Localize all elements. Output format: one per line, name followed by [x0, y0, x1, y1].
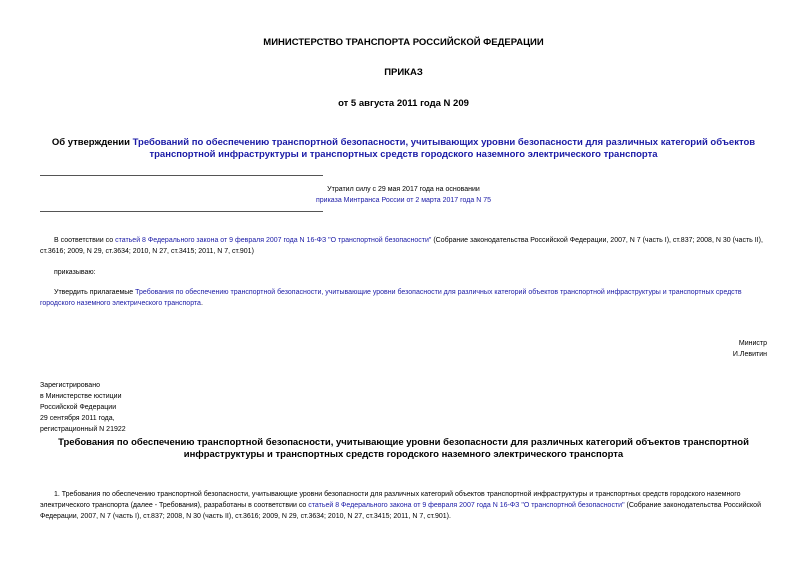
approval-suffix: .	[200, 300, 203, 307]
item1-prefix: 1. Требования по обеспечению транспортной безопасности, учитывающие уровни безопасности для различных категорий объектов транспортной инфраструктуры и транспортных средств городского наземного электрического транспорта (далее - Требования), разработаны в соответствии со	[40, 491, 741, 509]
approval-paragraph	[40, 287, 767, 309]
approval-requirements-link[interactable]: Требования по обеспечению транспортной безопасности, учитывающие уровни безопасности для различных категорий объектов транспортной инфраструктуры и транспортных средств городского наземного электрического транспорта	[40, 289, 742, 307]
registration-line: 29 сентября 2011 года,	[40, 415, 115, 422]
registration-line: Зарегистрировано	[40, 382, 100, 389]
requirements-item-1	[40, 489, 767, 522]
registration-line: в Министерстве юстиции	[40, 393, 122, 400]
document-title	[40, 137, 767, 161]
order-word: приказываю:	[54, 269, 96, 276]
status-link[interactable]: приказа Минтранса России от 2 марта 2017 года N 75	[316, 197, 491, 204]
doc-type-heading: ПРИКАЗ	[384, 67, 423, 78]
ministry-heading: МИНИСТЕРСТВО ТРАНСПОРТА РОССИЙСКОЙ ФЕДЕРАЦИИ	[263, 37, 544, 48]
divider-bottom	[40, 211, 323, 212]
status-note	[0, 184, 807, 206]
requirements-heading: Требования по обеспечению транспортной безопасности, учитывающие уровни безопасности для различных категорий объектов транспортной инфраструктуры и транспортных средств городского наземного электрического транспорта	[58, 437, 749, 460]
title-prefix: Об утверждении	[51, 137, 133, 148]
preamble-suffix: (Собрание законодательства Российской Федерации, 2007, N 7 (часть I), ст.837; 2008, N 30 (часть II), ст.3616; 2009, N 29, ст.3634; 2010, N 27, ст.3415; 2011, N 7, ст.901)	[40, 237, 763, 255]
preamble-paragraph	[40, 235, 767, 257]
item1-suffix: (Собрание законодательства Российской Федерации, 2007, N 7 (часть I), ст.837; 2008, N 30 (часть II), ст.3616; 2009, N 29, ст.3634; 2010, N 27, ст.3415; 2011, N 7, ст.901).	[40, 502, 761, 520]
registration-line: Российской Федерации	[40, 404, 117, 411]
signature-block	[733, 338, 767, 360]
doc-date-number: от 5 августа 2011 года N 209	[338, 98, 469, 109]
preamble-prefix: В соответствии со	[54, 237, 116, 244]
signature-position: Министр	[738, 340, 767, 347]
status-line: Утратил силу с 29 мая 2017 года на основании	[327, 186, 480, 193]
registration-line: регистрационный N 21922	[40, 426, 126, 433]
registration-block	[40, 380, 126, 435]
title-link[interactable]: Требований по обеспечению транспортной безопасности, учитывающих уровни безопасности для различных категорий объектов транспортной инфраструктуры и транспортных средств городского наземного электрического транспорта	[132, 137, 756, 160]
item1-law-link[interactable]: статьей 8 Федерального закона от 9 февраля 2007 года N 16-ФЗ "О транспортной безопасности"	[308, 502, 625, 509]
approval-prefix: Утвердить прилагаемые	[54, 289, 136, 296]
signature-name: И.Левитин	[732, 351, 767, 358]
divider-top	[40, 175, 323, 176]
preamble-law-link[interactable]: статьей 8 Федерального закона от 9 февраля 2007 года N 16-ФЗ "О транспортной безопасности"	[115, 237, 432, 244]
